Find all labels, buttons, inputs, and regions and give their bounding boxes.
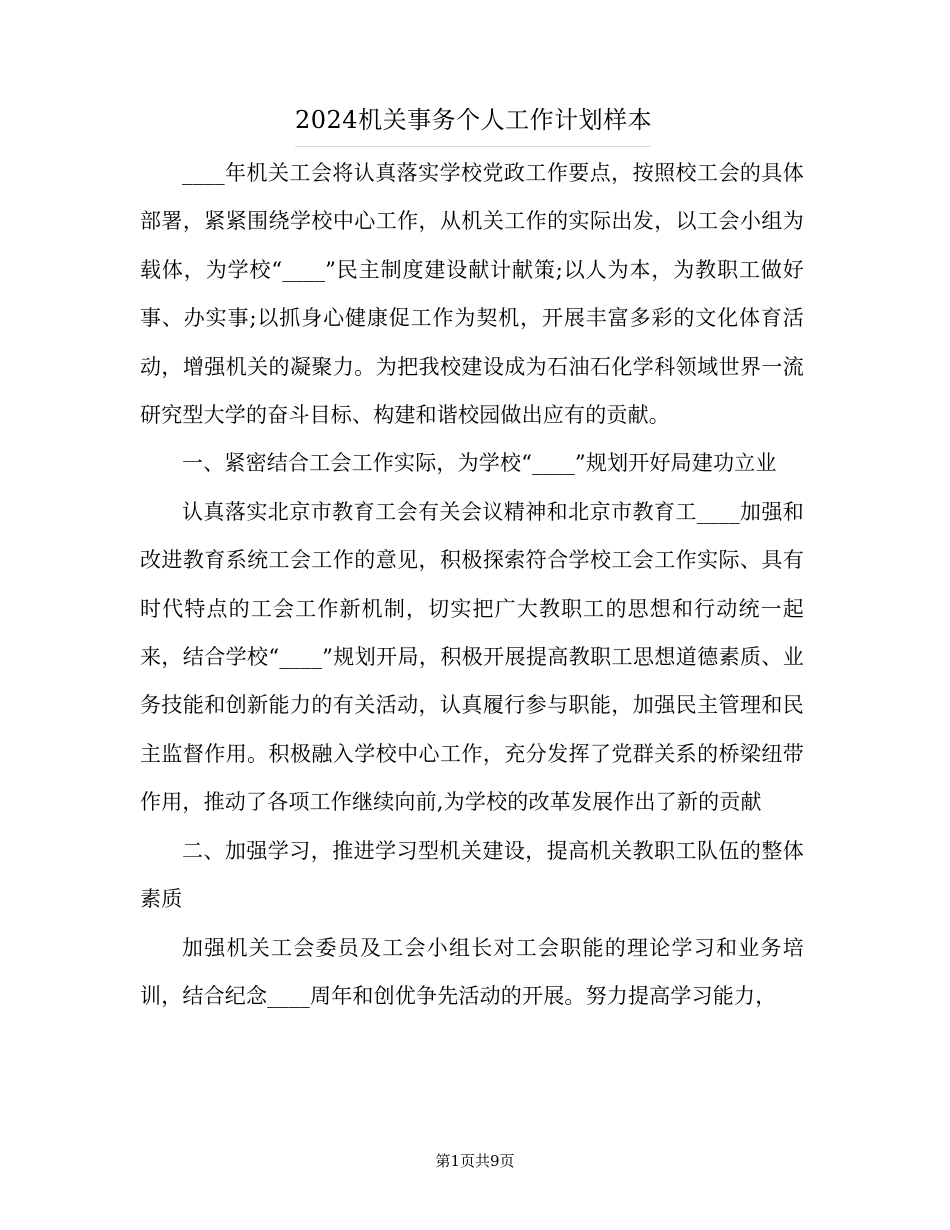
title-block (295, 98, 651, 147)
section-heading-1: 一、紧密结合工会工作实际，为学校“____”规划开好局建功立业 (182, 451, 777, 476)
page-footer: 第1页共9页 (435, 1152, 515, 1170)
paragraph-intro: ____年机关工会将认真落实学校党政工作要点，按照校工会的具体部署，紧紧围绕学校中心工作，从机关工作的实际出发，以工会小组为载体，为学校“____”民主制度建设献计献策;以人为本，为教职工做好事、办实事;以抓身心健康促工作为契机，开展丰富多彩的文化体育活动，增强机关的凝聚力。为把我校建设成为石油石化学科领域世界一流研究型大学的奋斗目标、构建和谐校园做出应有的贡献。 (140, 161, 804, 428)
section-heading-2: 二、加强学习，推进学习型机关建设，提高机关教职工队伍的整体素质 (140, 838, 804, 912)
page-title: 2024机关事务个人工作计划样本 (295, 106, 653, 134)
paragraph-section-1: 认真落实北京市教育工会有关会议精神和北京市教育工____加强和改进教育系统工会工作的意见，积极探索符合学校工会工作实际、具有时代特点的工会工作新机制，切实把广大教职工的思想和行动统一起来，结合学校“____”规划开局，积极开展提高教职工思想道德素质、业务技能和创新能力的有关活动，认真履行参与职能，加强民主管理和民主监督作用。积极融入学校中心工作，充分发挥了党群关系的桥梁纽带作用，推动了各项工作继续向前,为学校的改革发展作出了新的贡献 (140, 499, 804, 815)
paragraph-section-2: 加强机关工会委员及工会小组长对工会职能的理论学习和业务培训，结合纪念____周年和创优争先活动的开展。努力提高学习能力， (140, 935, 804, 1008)
document-body (140, 149, 804, 1020)
